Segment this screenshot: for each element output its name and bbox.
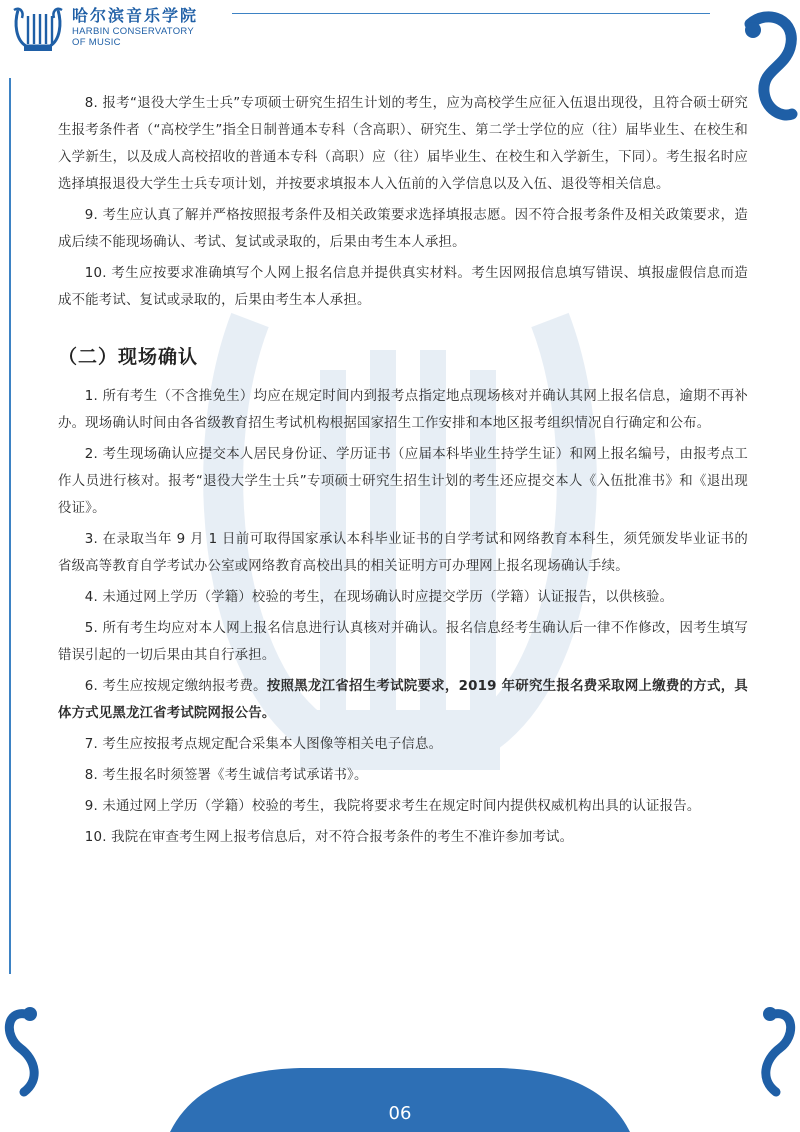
- paragraph-item: 1. 所有考生（不含推免生）均应在规定时间内到报考点指定地点现场核对并确认其网上报名信息，逾期不再补办。现场确认时间由各省级教育招生考试机构根据国家招生工作安排和本地区报考组织情况自行确定和公布。: [58, 389, 748, 431]
- paragraph-item: 10. 考生应按要求准确填写个人网上报名信息并提供真实材料。考生因网报信息填写错误、填报虚假信息而造成不能考试、复试或录取的，后果由考生本人承担。: [58, 266, 748, 308]
- page-number: 06: [388, 1103, 412, 1124]
- brand-name-en-line1: HARBIN CONSERVATORY: [72, 26, 195, 37]
- paragraph-item: 5. 所有考生均应对本人网上报名信息进行认真核对并确认。报名信息经考生确认后一律不作修改，因考生填写错误引起的一切后果由其自行承担。: [58, 621, 748, 663]
- fee-text: 6. 考生应按规定缴纳报考费。: [84, 679, 267, 694]
- section-title: （二）现场确认: [58, 346, 199, 368]
- paragraph-item: 7. 考生应按报考点规定配合采集本人图像等相关电子信息。: [84, 737, 443, 752]
- document-body: [58, 90, 748, 855]
- paragraph-item: 9. 未通过网上学历（学籍）校验的考生，我院将要求考生在规定时间内提供权威机构出具的认证报告。: [84, 799, 701, 814]
- paragraph-item: 8. 报考“退役大学生士兵”专项硕士研究生招生计划的考生，应为高校学生应征入伍退出现役，且符合硕士研究生报考条件者（“高校学生”指全日制普通本专科（含高职）、研究生、第二学士学位的应（往）届毕业生、在校生和入学新生，以及成人高校招收的普通本专科（高职）应（往）届毕业生、在校生和入学新生，下同）。考生报名时应选择填报退役大学生士兵专项计划，并按要求填报本人入伍前的入学信息以及入伍、退役等相关信息。: [58, 96, 748, 192]
- paragraph-item: 10. 我院在审查考生网上报考信息后，对不符合报考条件的考生不准许参加考试。: [84, 830, 574, 845]
- header-rule: [232, 13, 710, 14]
- paragraph-item: 2. 考生现场确认应提交本人居民身份证、学历证书（应届本科毕业生持学生证）和网上报名编号，由报考点工作人员进行核对。报考“退役大学生士兵”专项硕士研究生招生计划的考生还应提交本人《入伍批准书》和《退出现役证》。: [58, 447, 748, 516]
- paragraph-item-fee: [58, 673, 748, 727]
- brand-name-en-line2: OF MUSIC: [72, 37, 121, 48]
- paragraph-item: 8. 考生报名时须签署《考生诚信考试承诺书》。: [84, 768, 368, 783]
- brand: [72, 6, 198, 48]
- brand-name-cn: 哈尔滨音乐学院: [72, 6, 199, 25]
- side-rule: [9, 78, 11, 974]
- paragraph-item: 9. 考生应认真了解并严格按照报考条件及相关政策要求选择填报志愿。因不符合报考条件及相关政策要求，造成后续不能现场确认、考试、复试或录取的，后果由考生本人承担。: [58, 208, 748, 250]
- paragraph-item: 4. 未通过网上学历（学籍）校验的考生，在现场确认时应提交学历（学籍）认证报告，以供核验。: [84, 590, 674, 605]
- paragraph-item: 3. 在录取当年 9 月 1 日前可取得国家承认本科毕业证书的自学考试和网络教育本科生，须凭颁发毕业证书的省级高等教育自学考试办公室或网络教育高校出具的相关证明方可办理网上报名现场确认手续。: [58, 532, 748, 574]
- fee-notice-bold: 按照黑龙江省招生考试院要求，2019 年研究生报名费采取网上缴费的方式，具体方式见黑龙江省考试院网报公告。: [58, 679, 748, 721]
- lyre-logo-icon: [12, 6, 64, 54]
